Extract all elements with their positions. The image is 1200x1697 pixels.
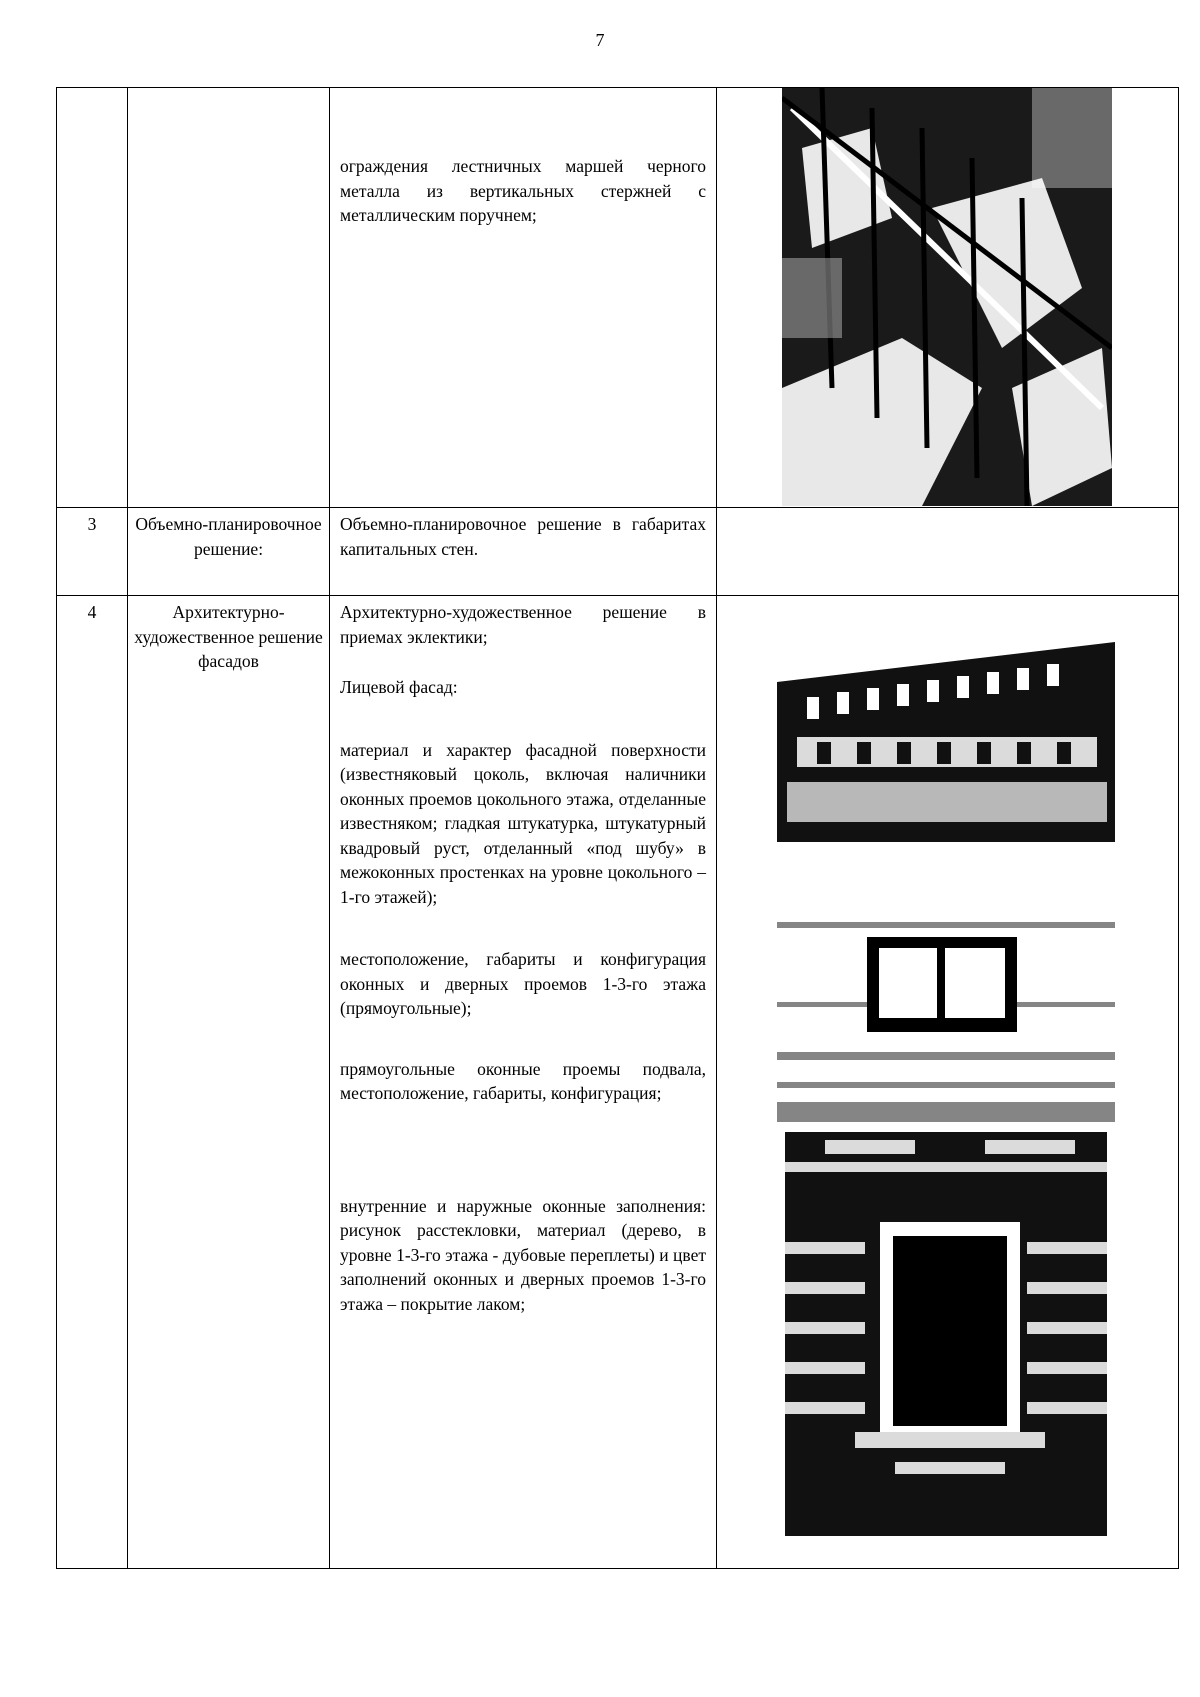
row-number: 4 (57, 596, 128, 1569)
protection-subject-table (56, 87, 1179, 1569)
description-paragraph: материал и характер фасадной поверхности (известняковый цоколь, включая наличники оконных проемов цокольного этажа, отделанные известняком; гладкая штукатурка, штукатурный квадровый руст, отделанный «под шубу» в межоконных простенках на уровне цокольного – 1-го этажей); (340, 739, 706, 907)
facade-building-photo (777, 642, 1115, 842)
basement-window-photo (777, 882, 1115, 1122)
description-paragraph: прямоугольные оконные проемы подвала, местоположение, габариты, конфигурация; (340, 1058, 706, 1103)
row-description (330, 596, 717, 1569)
description-paragraph: внутренние и наружные оконные заполнения: рисунок расстекловки, материал (дерево, в уровне 1-3-го этажа - дубовые переплеты) и цвет заполнений оконных и дверных проемов 1-3-го этажа – покрытие лаком; (340, 1195, 706, 1314)
photo-cell (717, 596, 1179, 1569)
description-paragraph: местоположение, габариты и конфигурация оконных и дверных проемов 1-3-го этажа (прямоугольные); (340, 949, 706, 1018)
stair-railing-photo (782, 88, 1112, 506)
photo-cell (717, 88, 1179, 508)
description-paragraph: Лицевой фасад: (340, 677, 458, 697)
description-paragraph: ограждения лестничных маршей черного металла из вертикальных стержней с металлическим поручнем; (340, 156, 706, 225)
row-criterion (128, 88, 330, 508)
table-row (57, 596, 1179, 1569)
row-number: 3 (57, 508, 128, 596)
description-paragraph: Объемно-планировочное решение в габаритах капитальных стен. (340, 514, 706, 559)
row-criterion: Архитектурно-художественное решение фасадов (128, 596, 330, 1569)
row-criterion: Объемно-планировочное решение: (128, 508, 330, 596)
table-row (57, 508, 1179, 596)
table-row (57, 88, 1179, 508)
row-number (57, 88, 128, 508)
photo-cell (717, 508, 1179, 596)
description-paragraph: Архитектурно-художественное решение в приемах эклектики; (340, 602, 706, 647)
window-detail-photo (785, 1132, 1107, 1536)
page-number: 7 (595, 30, 605, 50)
row-description (330, 88, 717, 508)
row-description (330, 508, 717, 596)
